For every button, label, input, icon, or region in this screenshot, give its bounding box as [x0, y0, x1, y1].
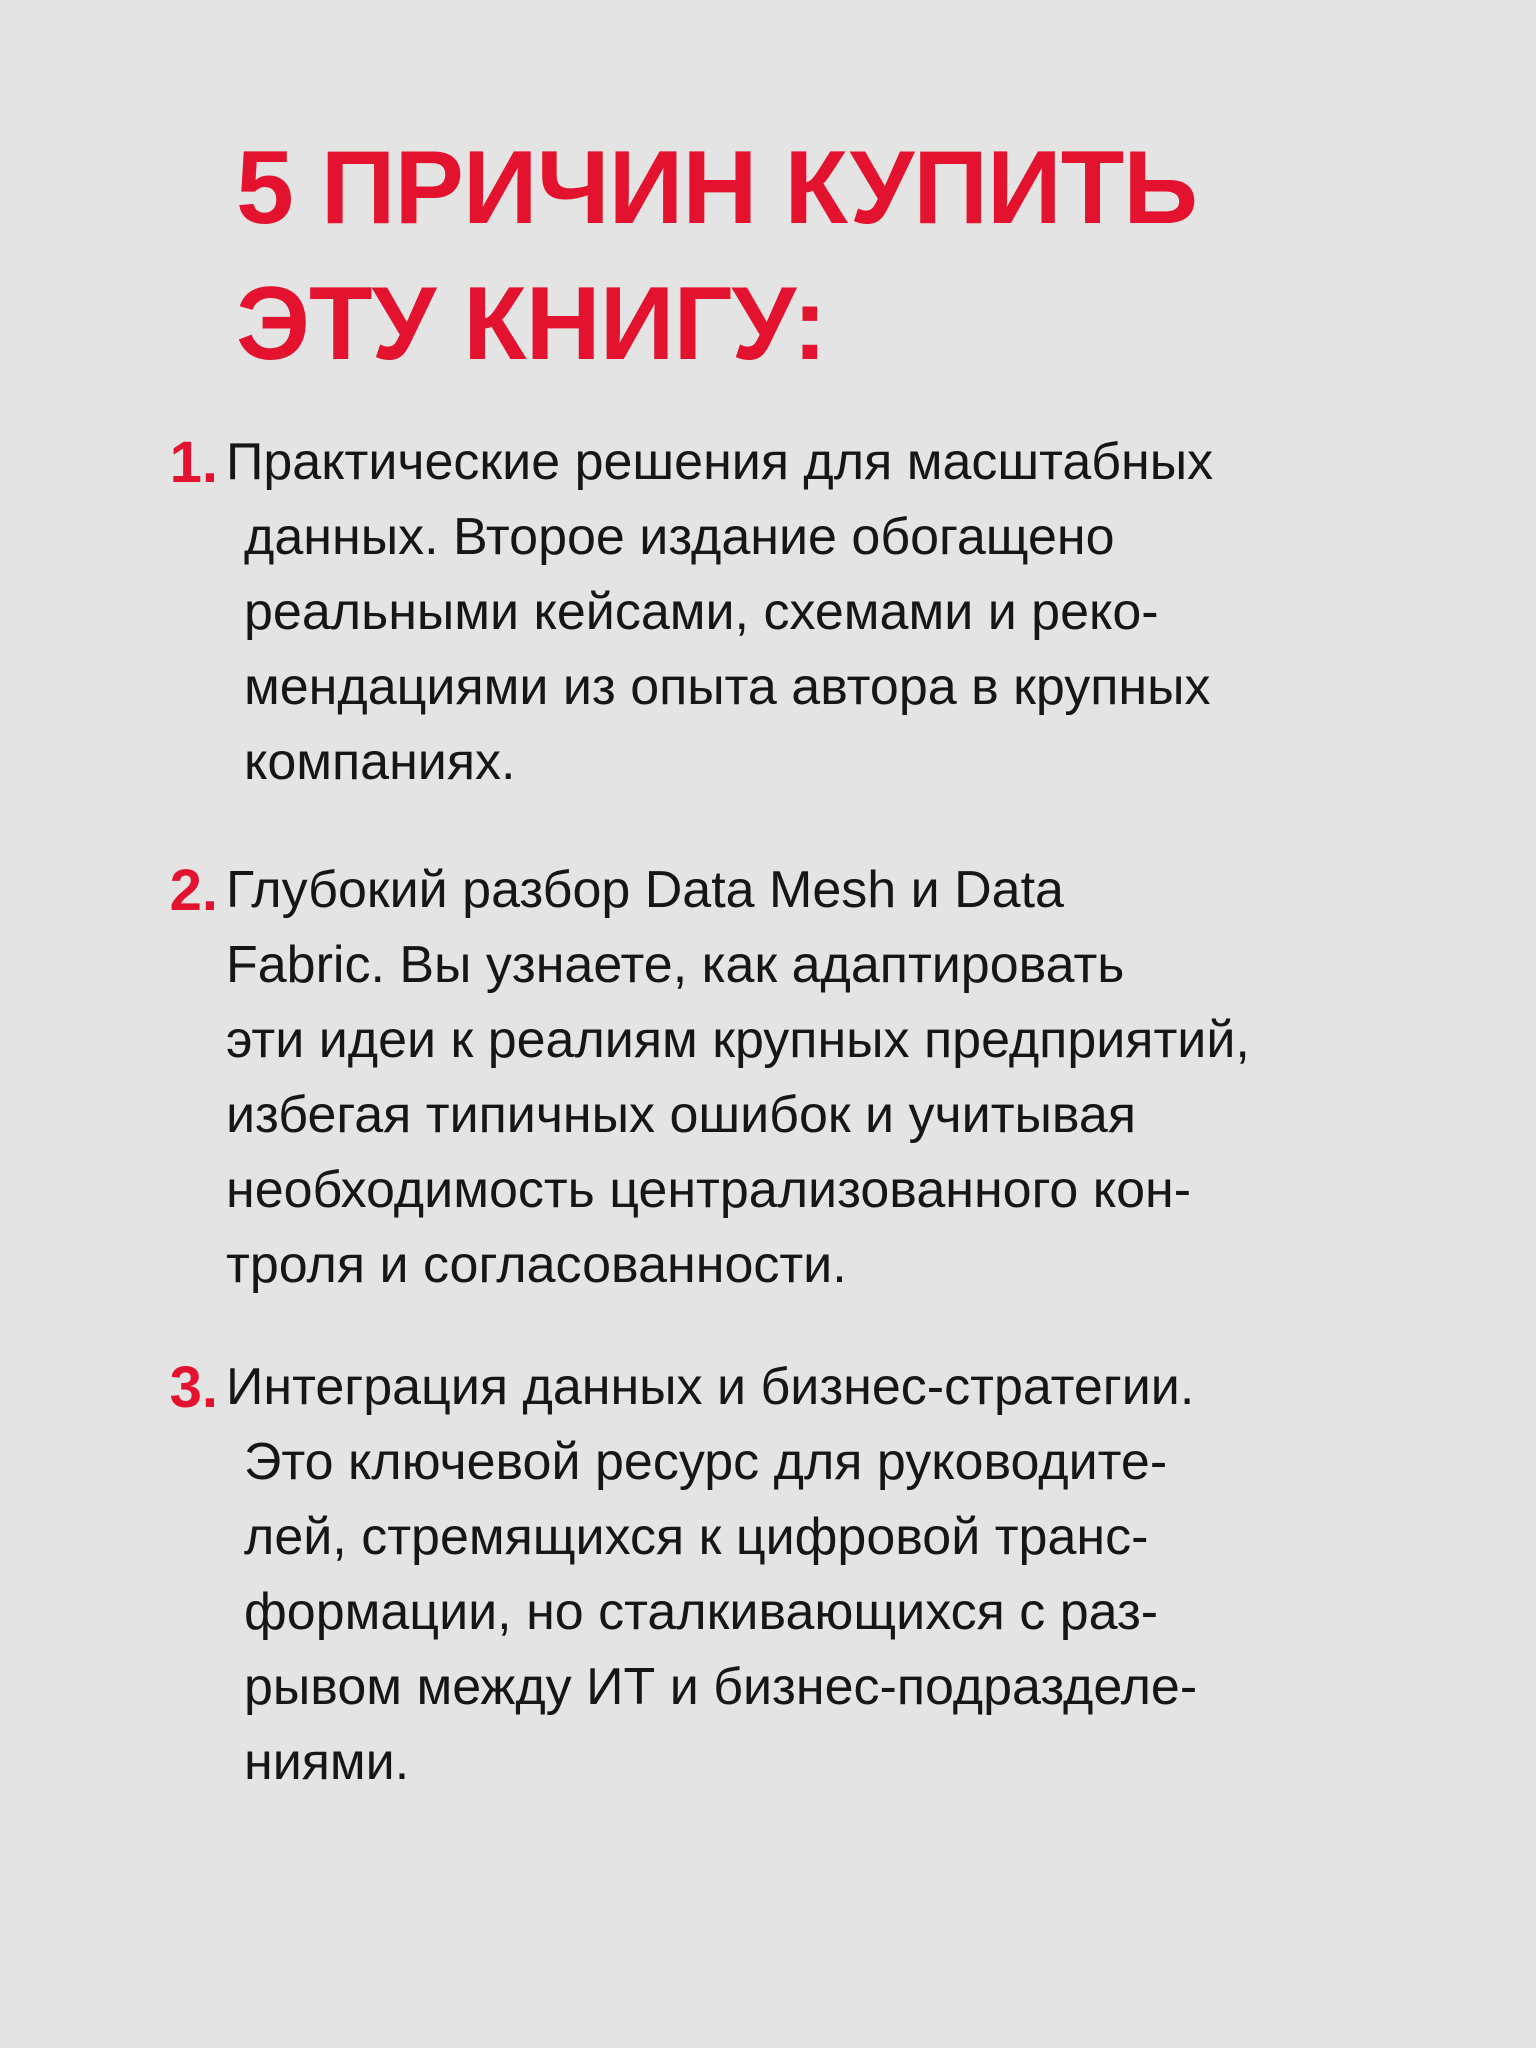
reason-line: избегая типичных ошибок и учитывая: [226, 1086, 1136, 1144]
reason-number: 3.: [169, 1355, 218, 1420]
reason-line: реальными кейсами, схемами и реко-: [244, 583, 1159, 641]
reason-line: компаниях.: [244, 733, 516, 791]
reason-line: Fabric. Вы узнаете, как адаптировать: [226, 936, 1125, 994]
reason-number: 1.: [169, 430, 218, 495]
reason-item-2: [140, 853, 1430, 1303]
reason-text: [226, 1350, 1430, 1800]
reason-text: [226, 425, 1430, 800]
reason-line: Практические решения для масштабных: [226, 433, 1214, 491]
reason-line: Глубокий разбор Data Mesh и Data: [226, 861, 1064, 919]
reason-number: 2.: [169, 858, 218, 923]
reason-item-3: [140, 1350, 1430, 1800]
reason-line: мендациями из опыта автора в крупных: [244, 658, 1211, 716]
reason-line: данных. Второе издание обогащено: [244, 508, 1115, 566]
page-title: [236, 120, 1386, 392]
reason-line: Это ключевой ресурс для руководите-: [244, 1433, 1168, 1491]
title-line-2: ЭТУ КНИГУ:: [236, 266, 827, 382]
reason-line: ниями.: [244, 1733, 410, 1791]
reason-line: рывом между ИТ и бизнес-подразделе-: [244, 1658, 1198, 1716]
reason-text: [226, 853, 1430, 1303]
title-line-1: 5 ПРИЧИН КУПИТЬ: [236, 130, 1197, 246]
reason-line: необходимость централизованного кон-: [226, 1161, 1192, 1219]
reason-item-1: [140, 425, 1430, 800]
reason-line: лей, стремящихся к цифровой транс-: [244, 1508, 1149, 1566]
reason-line: троля и согласованности.: [226, 1236, 847, 1294]
reason-line: эти идеи к реалиям крупных предприятий,: [226, 1011, 1250, 1069]
reason-line: формации, но сталкивающихся с раз-: [244, 1583, 1159, 1641]
reason-line: Интеграция данных и бизнес-стратегии.: [226, 1358, 1195, 1416]
